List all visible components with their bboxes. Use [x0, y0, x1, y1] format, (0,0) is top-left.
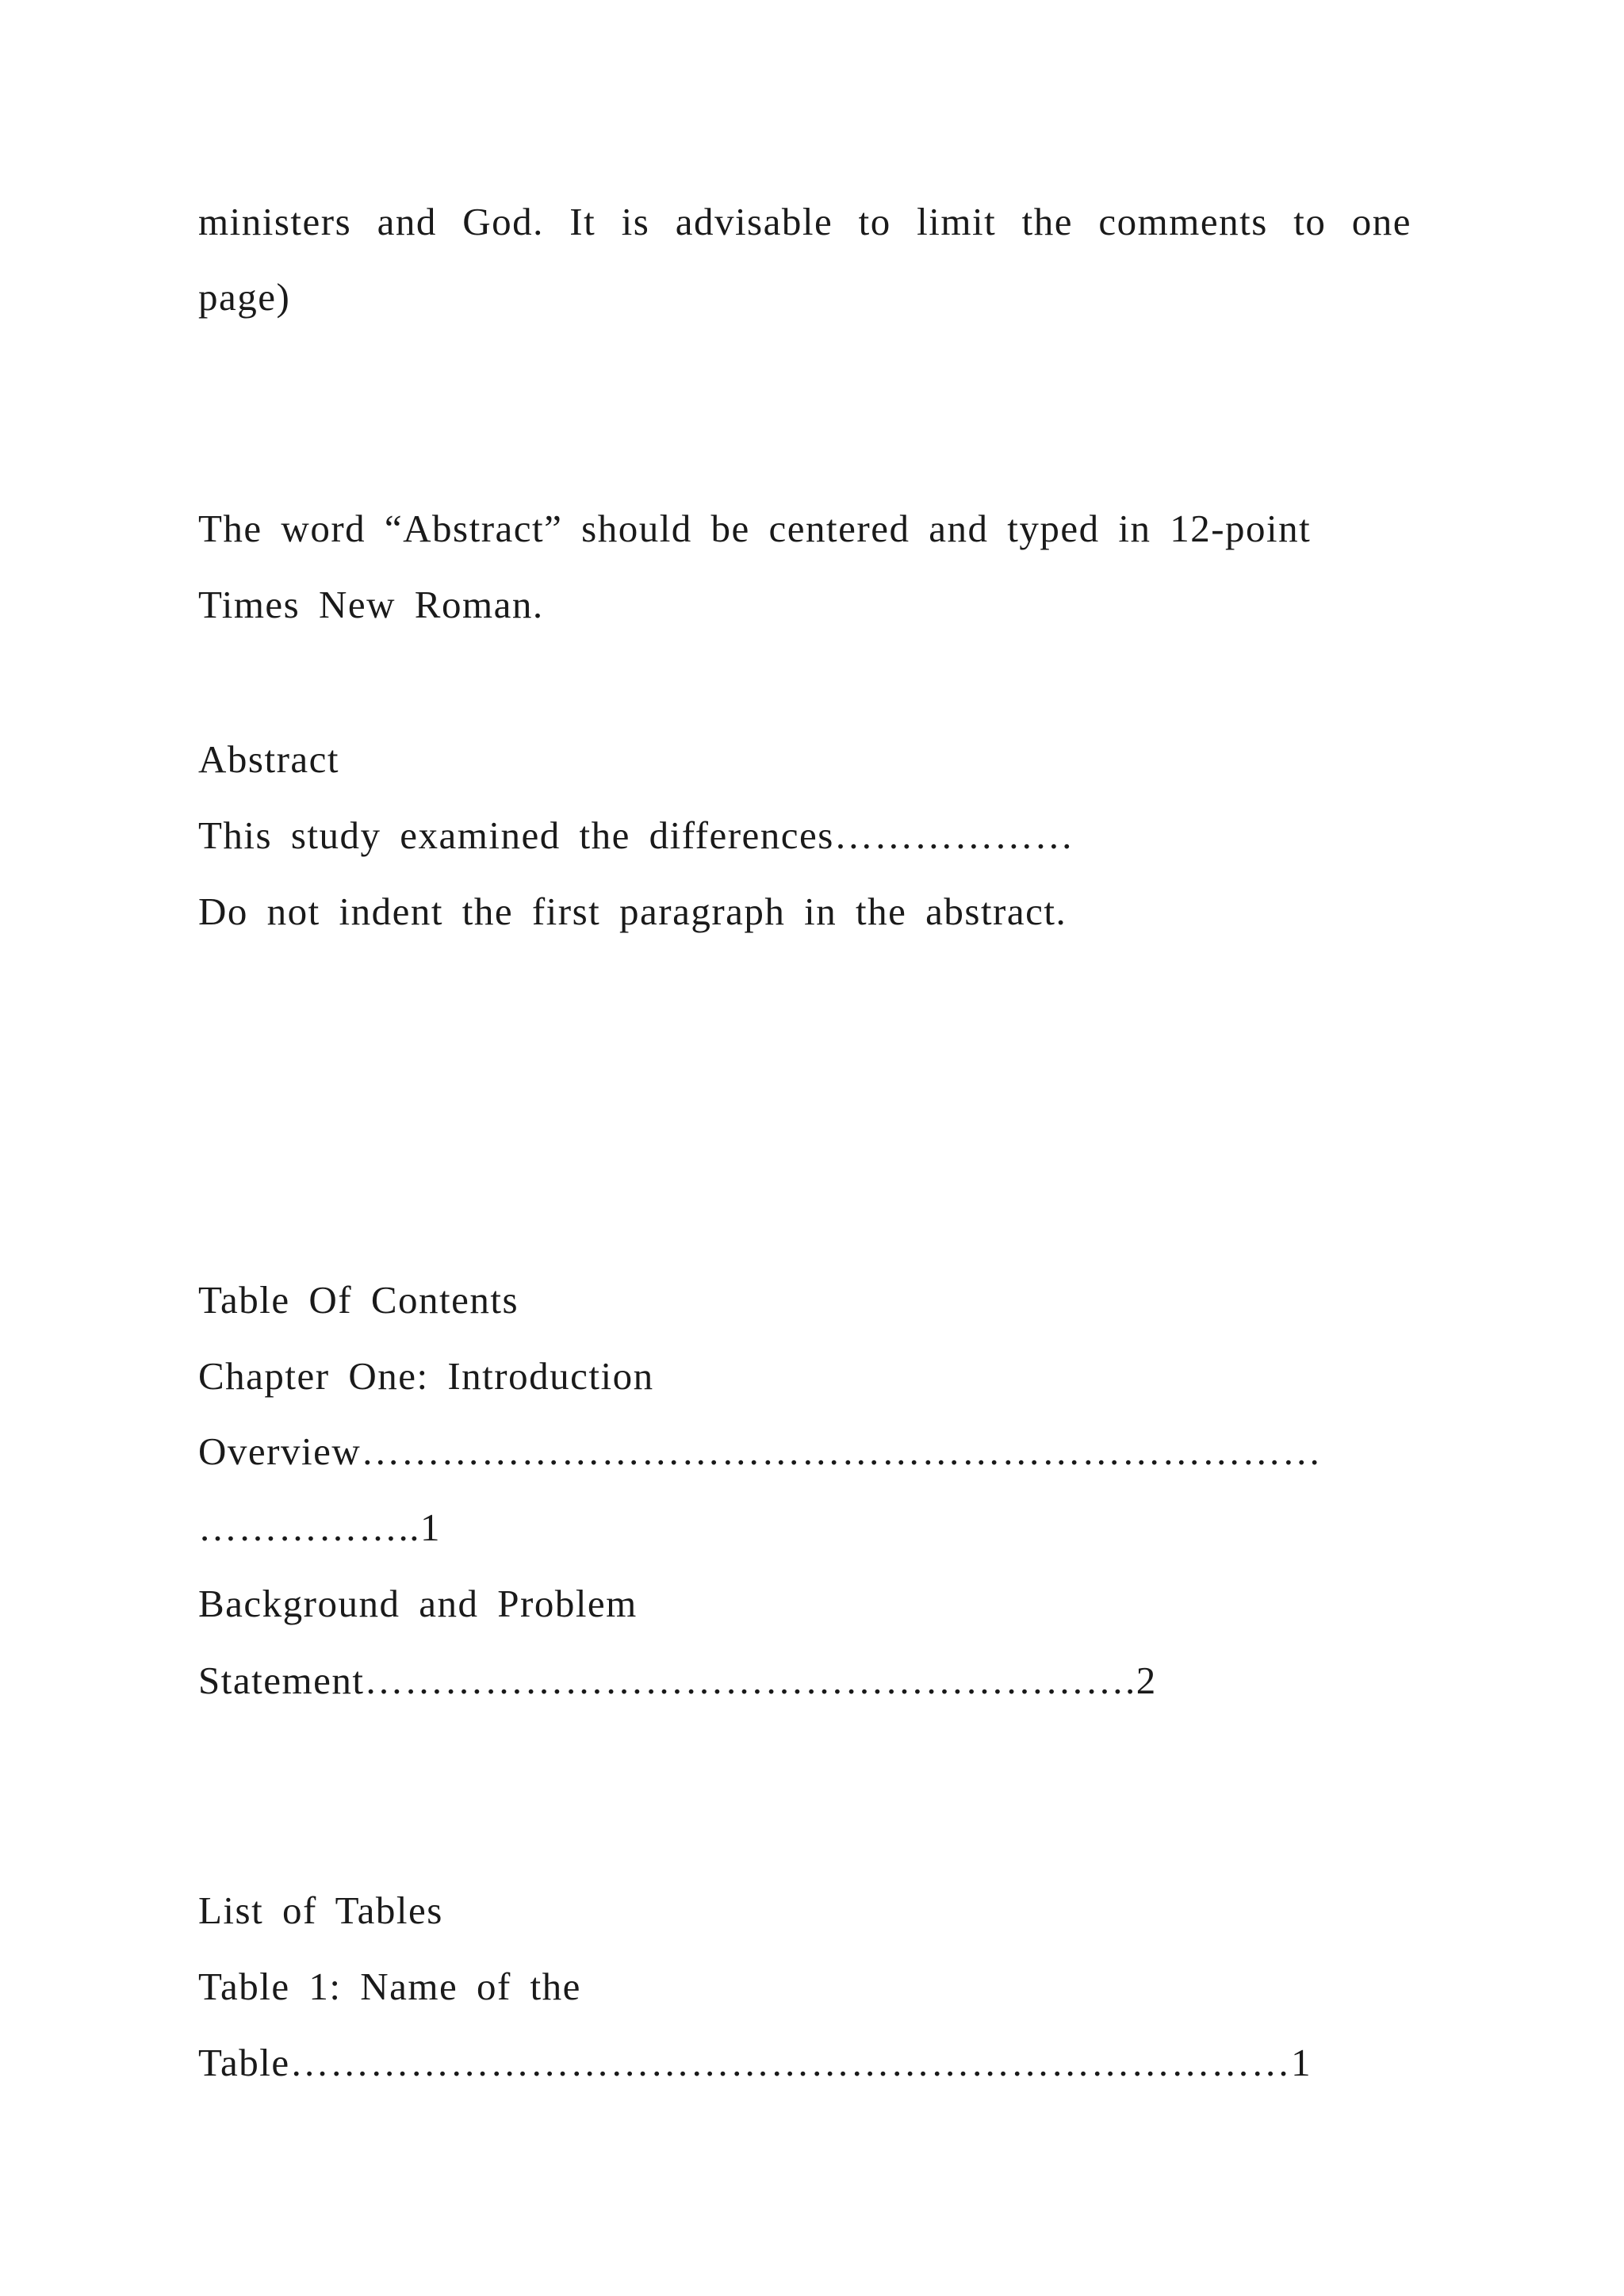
abstract-line-2: Do not indent the first paragraph in the abstract.: [198, 890, 1067, 933]
abstract-note-line-1: The word “Abstract” should be centered and typed in 12-point: [198, 507, 1312, 550]
table-entry-1: Table 1: Name of the: [198, 1965, 581, 2008]
abstract-line-1: This study examined the differences………………: [198, 813, 1074, 857]
toc-heading: Table Of Contents: [198, 1278, 519, 1322]
toc-entry-overview-page: ……………..1: [198, 1506, 441, 1549]
toc-entry-background: Background and Problem: [198, 1582, 638, 1625]
toc-entry-overview: Overview………………………………………………………………: [198, 1429, 1323, 1473]
intro-line-1: ministers and God. It is advisable to limit the comments to one: [198, 200, 1411, 243]
toc-chapter-one: Chapter One: Introduction: [198, 1354, 654, 1398]
intro-line-2: page): [198, 275, 291, 319]
toc-entry-background-page: Statement………………………………………………….2: [198, 1659, 1157, 1702]
abstract-heading: Abstract: [198, 737, 339, 781]
table-entry-1-page: Table…………………………………………………………………1: [198, 2041, 1312, 2084]
abstract-note-line-2: Times New Roman.: [198, 583, 544, 626]
list-of-tables-heading: List of Tables: [198, 1888, 443, 1932]
